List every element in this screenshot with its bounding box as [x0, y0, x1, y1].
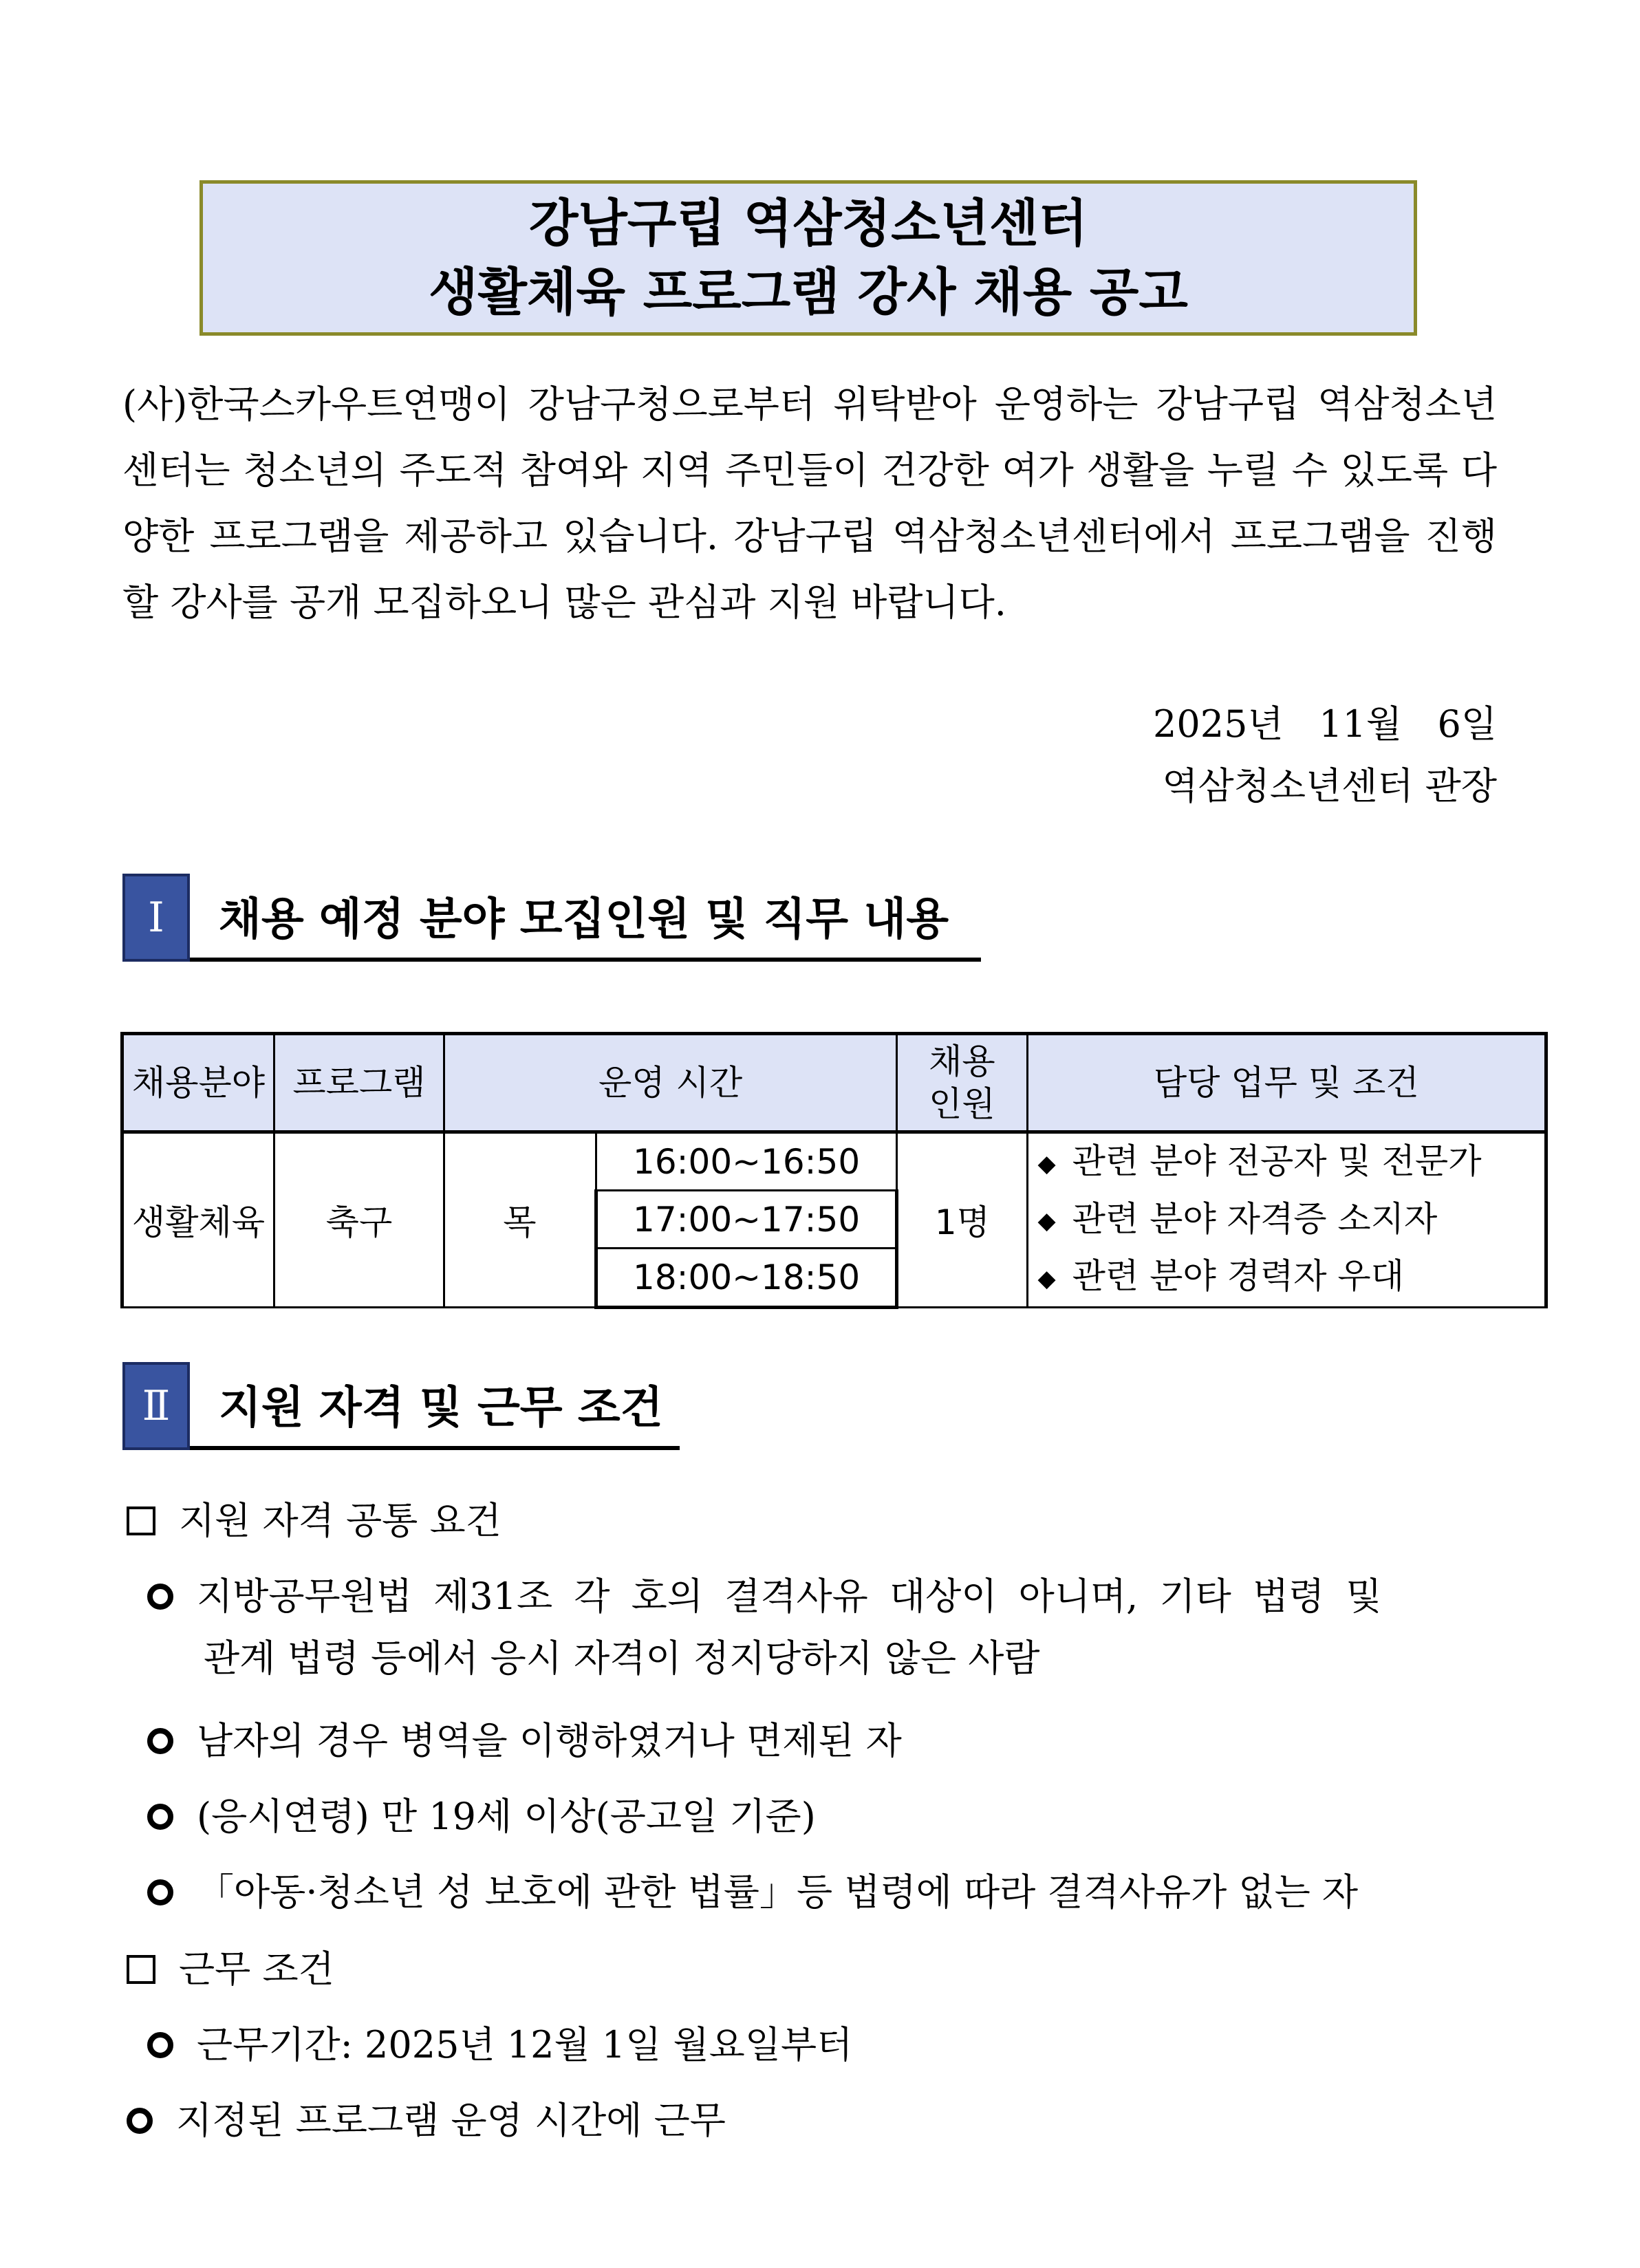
cell-field: 생활체육 [122, 1132, 274, 1308]
condition-text: 지정된 프로그램 운영 시간에 근무 [176, 2099, 726, 2142]
cell-headcount: 1명 [897, 1132, 1027, 1308]
qualification-text: 「아동·청소년 성 보호에 관한 법률」등 법령에 따라 결격사유가 없는 자 [197, 1870, 1359, 1914]
cell-duties [1027, 1132, 1546, 1308]
circle-bullet-icon [147, 1728, 173, 1754]
cell-day: 목 [444, 1132, 596, 1308]
duty-text: 관련 분야 자격증 소지자 [1072, 1198, 1438, 1239]
header-headcount-line-2: 인원 [929, 1084, 995, 1124]
title-line-1: 강남구립 역삼청소년센터 [528, 194, 1088, 253]
section-2-title: 지원 자격 및 근무 조건 [190, 1362, 680, 1450]
title-box [199, 180, 1417, 336]
title-line-2: 생활체육 프로그램 강사 채용 공고 [429, 263, 1188, 322]
duty-text: 관련 분야 전공자 및 전문가 [1072, 1141, 1482, 1181]
conditions-heading [127, 1940, 334, 1993]
qualification-continuation: 관계 법령 등에서 응시 자격이 정지당하지 않은 사람 [204, 1637, 1040, 1680]
diamond-bullet-icon: ◆ [1037, 1149, 1056, 1178]
qualifications-heading-text: 지원 자격 공통 요건 [179, 1499, 501, 1542]
qualification-item [147, 1567, 1382, 1620]
qualification-item [147, 1863, 1358, 1916]
header-headcount [897, 1034, 1027, 1132]
conditions-heading-text: 근무 조건 [179, 1947, 334, 1991]
condition-text: 근무기간: 2025년 12월 1일 월요일부터 [197, 2023, 853, 2066]
issuer: 역삼청소년센터 관장 [1162, 764, 1497, 808]
duty-item [1038, 1134, 1545, 1191]
header-schedule: 운영 시간 [444, 1034, 896, 1132]
header-duties: 담당 업무 및 조건 [1027, 1034, 1546, 1132]
section-1-number: Ⅰ [122, 874, 190, 962]
qualification-item [147, 1787, 816, 1840]
announcement-date: 2025년 11월 6일 [1153, 702, 1497, 746]
duty-item [1038, 1249, 1545, 1306]
intro-paragraph: (사)한국스카우트연맹이 강남구청으로부터 위탁받아 운영하는 강남구립 역삼청소년센터는 청소년의 주도적 참여와 지역 주민들이 건강한 여가 생활을 누릴 수 있도록 다양한 프로그램을 제공하고 있습니다. 강남구립 역삼청소년센터에서 프로그램을 진행할 강사를 공개 모집하오니 많은 관심과 지원 바랍니다. [122, 382, 1497, 624]
section-2-number: Ⅱ [122, 1362, 190, 1450]
qualification-text: 지방공무원법 제31조 각 호의 결격사유 대상이 아니며, 기타 법령 및 [197, 1575, 1382, 1618]
condition-item [127, 2091, 726, 2144]
header-program: 프로그램 [274, 1034, 444, 1132]
section-2-heading [122, 1362, 680, 1450]
qualification-text: (응시연령) 만 19세 이상(공고일 기준) [197, 1795, 816, 1838]
recruitment-table [120, 1032, 1548, 1309]
cell-time-2: 17:00~17:50 [596, 1191, 896, 1249]
duty-text: 관련 분야 경력자 우대 [1072, 1256, 1405, 1296]
circle-bullet-icon [147, 1584, 173, 1610]
cell-time-1: 16:00~16:50 [596, 1132, 896, 1191]
circle-bullet-icon [127, 2108, 153, 2134]
diamond-bullet-icon: ◆ [1037, 1264, 1056, 1293]
square-bullet-icon [127, 1506, 155, 1535]
circle-bullet-icon [147, 1804, 173, 1830]
section-1-title: 채용 예정 분야 모집인원 및 직무 내용 [190, 874, 981, 962]
qualification-text: 남자의 경우 병역을 이행하였거나 면제된 자 [197, 1719, 902, 1762]
section-1-heading [122, 874, 981, 962]
cell-program: 축구 [274, 1132, 444, 1308]
square-bullet-icon [127, 1955, 155, 1984]
qualification-item [147, 1711, 902, 1764]
header-field: 채용분야 [122, 1034, 274, 1132]
duty-item [1038, 1191, 1545, 1249]
circle-bullet-icon [147, 1879, 173, 1905]
header-headcount-line-1: 채용 [929, 1041, 995, 1081]
diamond-bullet-icon: ◆ [1037, 1207, 1056, 1235]
condition-item [147, 2016, 852, 2069]
cell-time-3: 18:00~18:50 [596, 1249, 896, 1307]
circle-bullet-icon [147, 2032, 173, 2058]
qualifications-heading [127, 1491, 501, 1544]
